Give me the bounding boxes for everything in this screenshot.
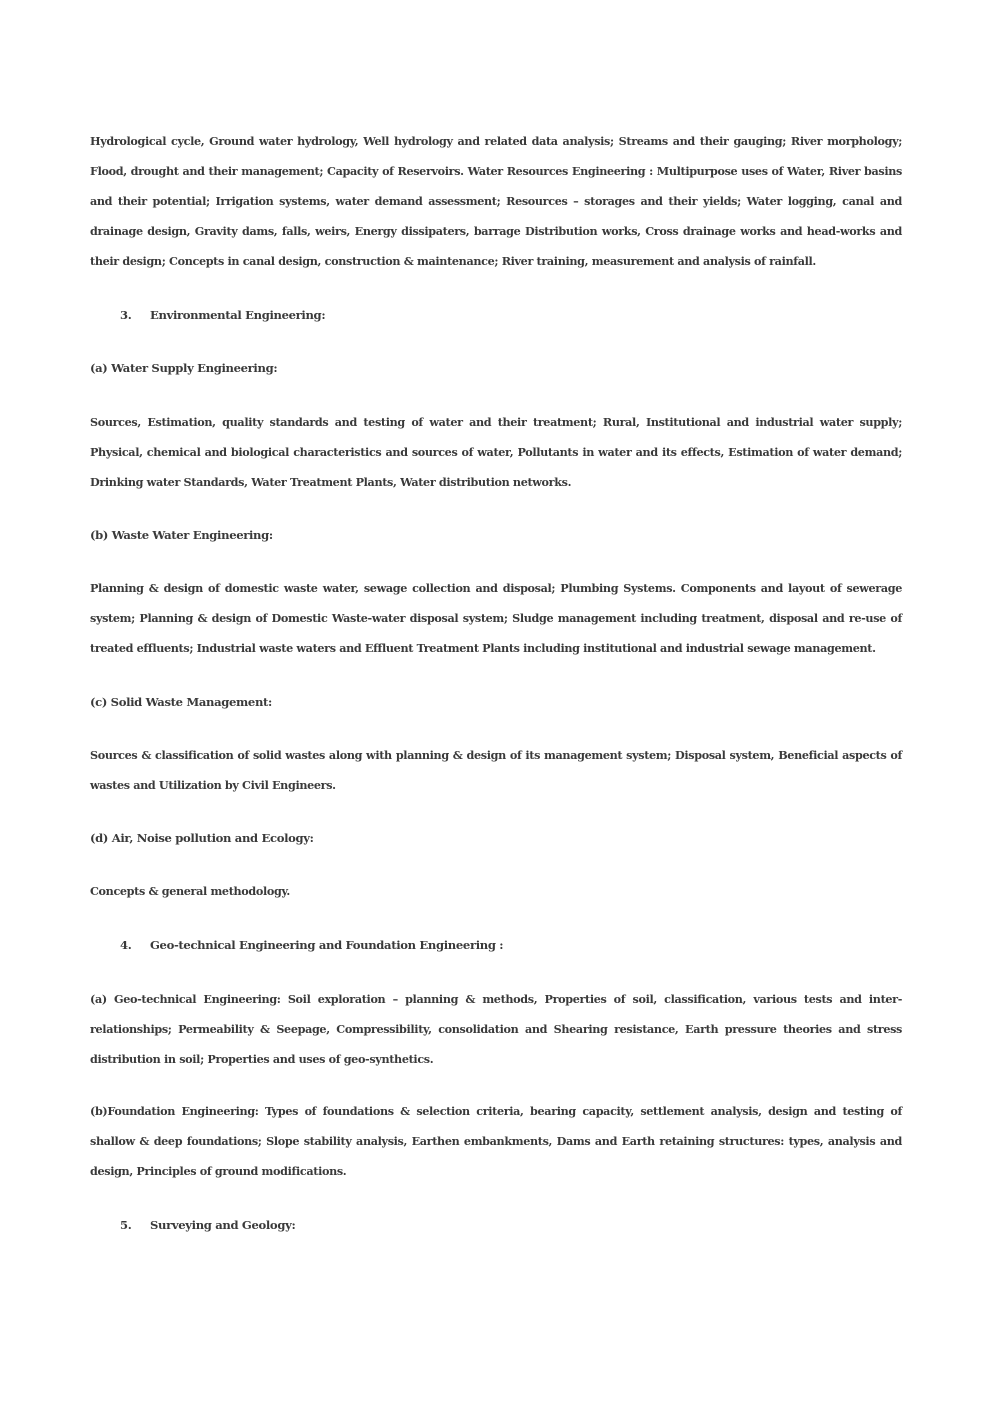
subsection-heading-waste-water: (b) Waste Water Engineering: xyxy=(90,528,273,542)
hydrology-paragraph: Hydrological cycle, Ground water hydrology, Well hydrology and related data analysis; Streams and their gauging; River morphology; Flood, drought and their management; Capacity of Reservoirs. Water Resources Engineering : Multipurpose uses of Water, River basins and their potential; Irrigation systems, water demand assessment; Resources – storages and their yields; Water logging, canal and drainage design, Gravity dams, falls, weirs, Energy dissipaters, barrage Distribution works, Cross drainage works and head-works and their design; Concepts in canal design, construction & maintenance; River training, measurement and analysis of rainfall. xyxy=(90,134,902,268)
foundation-paragraph xyxy=(90,1096,902,1186)
section-heading-environmental xyxy=(120,305,325,325)
subsection-heading-air-noise: (d) Air, Noise pollution and Ecology: xyxy=(90,831,314,845)
section-number: 3. xyxy=(120,308,132,322)
subsection-heading-geotechnical: (a) Geo-technical Engineering: xyxy=(90,992,281,1006)
section-number: 4. xyxy=(120,938,132,952)
section-number: 5. xyxy=(120,1218,132,1232)
waste-water-paragraph: Planning & design of domestic waste water, sewage collection and disposal; Plumbing Systems. Components and layout of sewerage system; Planning & design of Domestic Waste-water disposal system; Sludge management including treatment, disposal and re-use of treated effluents; Industrial waste waters and Effluent Treatment Plants including institutional and industrial sewage management. xyxy=(90,581,902,655)
water-supply-paragraph: Sources, Estimation, quality standards and testing of water and their treatment; Rural, Institutional and industrial water supply; Physical, chemical and biological characteristics and sources of water, Pollutants in water and its effects, Estimation of water demand; Drinking water Standards, Water Treatment Plants, Water distribution networks. xyxy=(90,415,902,489)
section-heading-surveying xyxy=(120,1215,295,1235)
subsection-heading-solid-waste: (c) Solid Waste Management: xyxy=(90,695,272,709)
foundation-body: Types of foundations & selection criteria, bearing capacity, settlement analysis, design and testing of shallow & deep foundations; Slope stability analysis, Earthen embankments, Dams and Earth retaining structures: types, analysis and design, Principles of ground modifications. xyxy=(90,1104,902,1178)
geotechnical-body: Soil exploration – planning & methods, Properties of soil, classification, various tests and inter-relationships; Permeability & Seepage, Compressibility, consolidation and Shearing resistance, Earth pressure theories and stress distribution in soil; Properties and uses of geo-synthetics. xyxy=(90,992,902,1066)
section-title: Surveying and Geology: xyxy=(150,1218,296,1232)
solid-waste-paragraph: Sources & classification of solid wastes along with planning & design of its management system; Disposal system, Beneficial aspects of wastes and Utilization by Civil Engineers. xyxy=(90,748,902,792)
section-title: Geo-technical Engineering and Foundation Engineering : xyxy=(150,938,504,952)
subsection-heading-water-supply: (a) Water Supply Engineering: xyxy=(90,361,278,375)
geotechnical-paragraph xyxy=(90,984,902,1074)
section-heading-geotechnical xyxy=(120,935,503,955)
section-title: Environmental Engineering: xyxy=(150,308,326,322)
air-noise-paragraph: Concepts & general methodology. xyxy=(90,884,290,898)
subsection-heading-foundation: (b)Foundation Engineering: xyxy=(90,1104,259,1118)
